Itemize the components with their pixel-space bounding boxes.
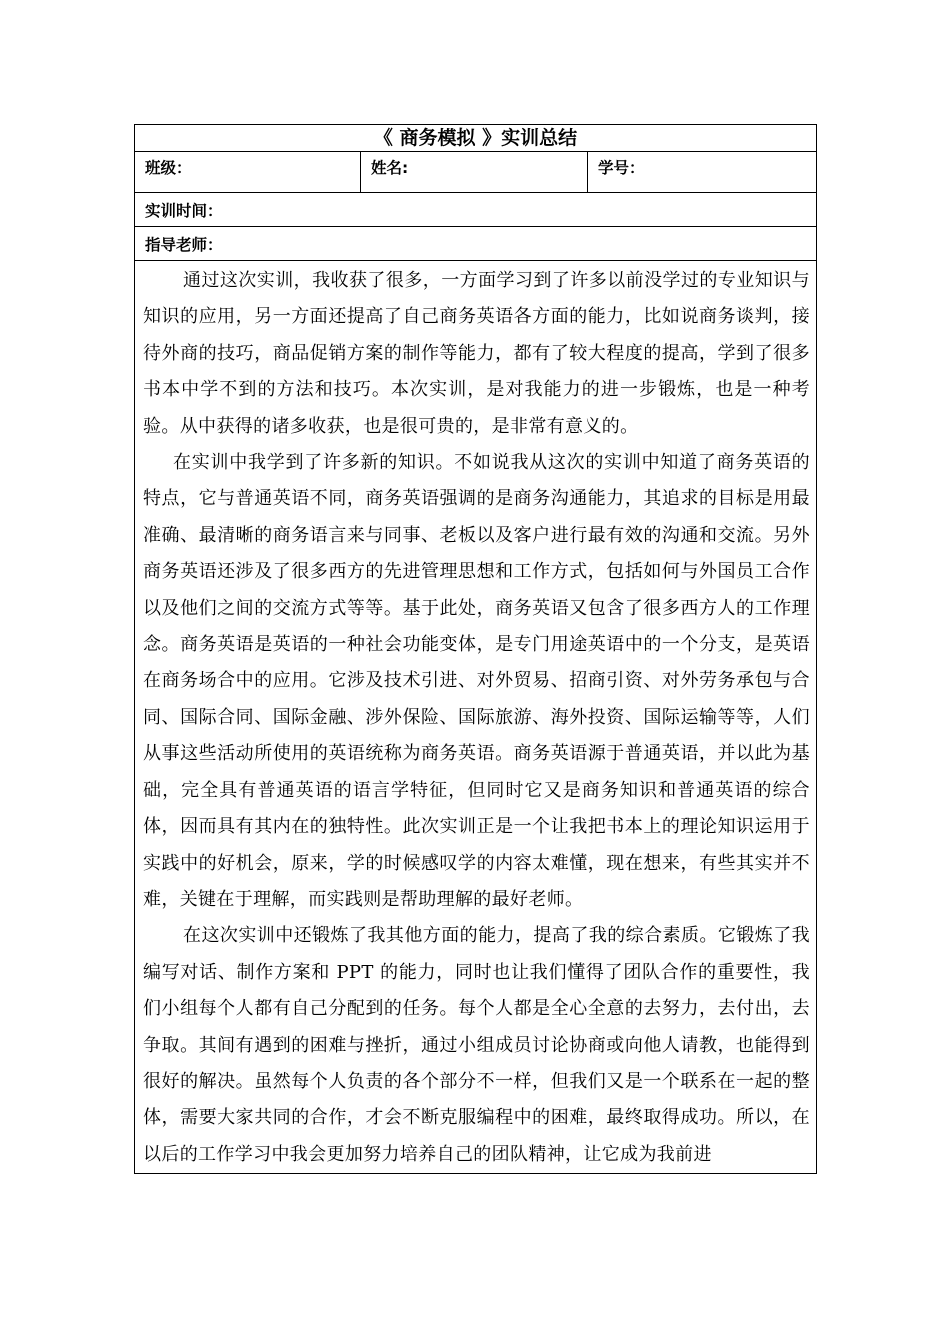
summary-paragraph-3: 在这次实训中还锻炼了我其他方面的能力，提高了我的综合素质。它锻炼了我编写对话、制作方案和 PPT 的能力，同时也让我们懂得了团队合作的重要性，我们小组每个人都有自己分配到的任务。每个人都是全心全意的去努力，去付出，去争取。其间有遇到的困难与挫折，通过小组成员讨论协商或向他人请教，也能得到很好的解决。虽然每个人负责的各个部分不一样，但我们又是一个联系在一起的整体，需要大家共同的合作，才会不断克服编程中的困难，最终取得成功。所以，在以后的工作学习中我会更加努力培养自己的团队精神，让它成为我前进 <box>143 925 810 1165</box>
name-label: 姓名: <box>361 152 588 193</box>
training-time-row <box>135 193 817 227</box>
title-row <box>135 125 817 152</box>
summary-paragraph-2: 在实训中我学到了许多新的知识。不如说我从这次的实训中知道了商务英语的特点，它与普通英语不同，商务英语强调的是商务沟通能力，其追求的目标是用最准确、最清晰的商务语言来与同事、老板以及客户进行最有效的沟通和交流。另外商务英语还涉及了很多西方的先进管理思想和工作方式，包括如何与外国员工合作以及他们之间的交流方式等等。基于此处，商务英语又包含了很多西方人的工作理念。商务英语是英语的一种社会功能变体，是专门用途英语中的一个分支，是英语在商务场合中的应用。它涉及技术引进、对外贸易、招商引资、对外劳务承包与合同、国际合同、国际金融、涉外保险、国际旅游、海外投资、国际运输等等，人们从事这些活动所使用的英语统称为商务英语。商务英语源于普通英语，并以此为基础，完全具有普通英语的语言学特征，但同时它又是商务知识和普通英语的综合体，因而具有其内在的独特性。此次实训正是一个让我把书本上的理论知识运用于实践中的好机会，原来，学的时候感叹学的内容太难懂，现在想来，有些其实并不难，关键在于理解，而实践则是帮助理解的最好老师。 <box>143 452 810 910</box>
class-label: 班级： <box>135 152 361 193</box>
student-id-label: 学号： <box>588 152 817 193</box>
summary-body <box>135 261 817 1174</box>
instructor-label: 指导老师： <box>135 227 817 261</box>
summary-paragraph-1: 通过这次实训，我收获了很多，一方面学习到了许多以前没学过的专业知识与知识的应用，另一方面还提高了自己商务英语各方面的能力，比如说商务谈判，接待外商的技巧，商品促销方案的制作等能力，都有了较大程度的提高，学到了很多书本中学不到的方法和技巧。本次实训，是对我能力的进一步锻炼，也是一种考验。从中获得的诸多收获，也是很可贵的，是非常有意义的。 <box>143 270 810 437</box>
info-row <box>135 152 817 193</box>
document-title: 《 商务模拟 》实训总结 <box>135 125 817 152</box>
instructor-row <box>135 227 817 261</box>
training-summary-table <box>134 124 817 1174</box>
summary-body-row <box>135 261 817 1174</box>
training-time-label: 实训时间： <box>135 193 817 227</box>
